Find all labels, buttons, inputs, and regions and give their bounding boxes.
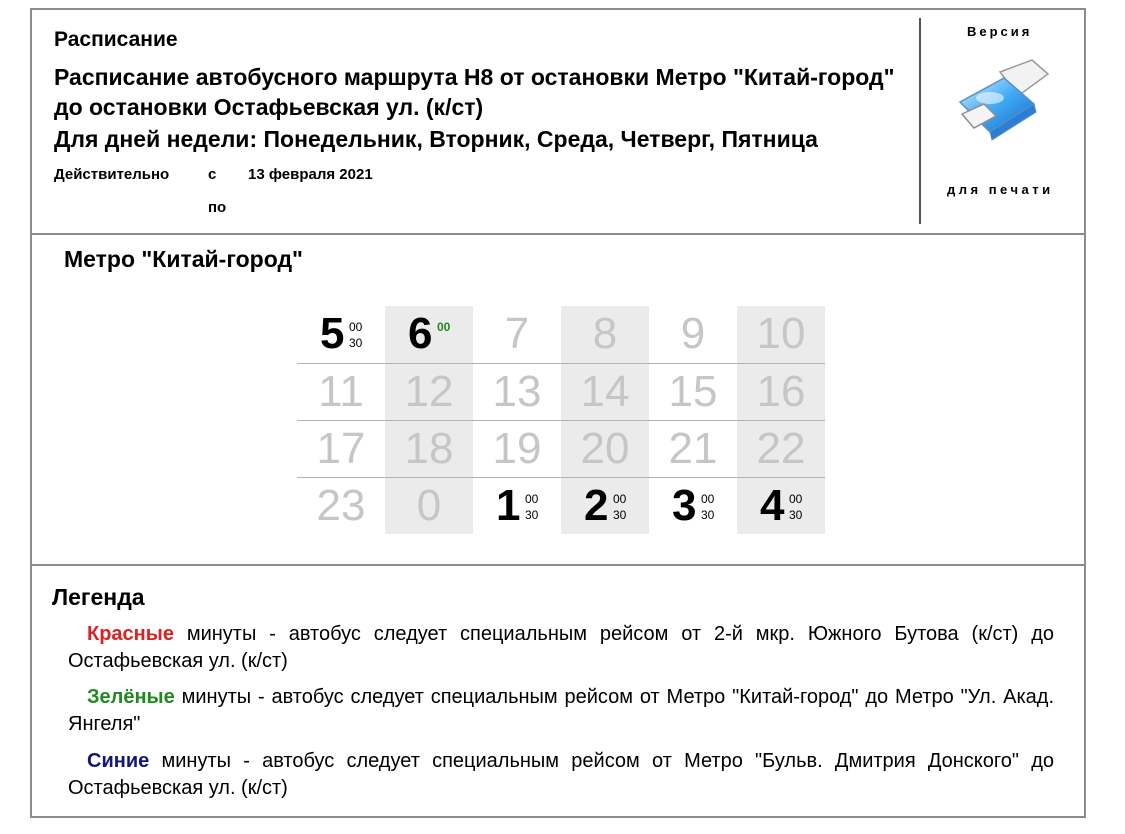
legend-title: Легенда <box>52 584 145 610</box>
valid-label: Действительно <box>54 166 170 183</box>
hour-label: 21 <box>668 424 718 473</box>
header-divider <box>32 233 1084 235</box>
hour-cell <box>561 420 649 477</box>
legend-item-blue <box>68 748 1054 802</box>
legend-text-red: минуты - автобус следует специальным рейсом от 2-й мкр. Южного Бутова (к/ст) до Остафьевская ул. (к/ст) <box>68 623 1054 672</box>
legend-keyword-green: Зелёные <box>87 686 175 708</box>
hour-label: 13 <box>492 367 542 416</box>
minutes-list <box>613 491 626 523</box>
hour-cell <box>561 306 649 363</box>
hour-label: 10 <box>756 309 806 358</box>
hour-label: 6 <box>408 309 433 358</box>
minute-value: 00 <box>437 320 451 334</box>
hour-label: 8 <box>592 309 618 358</box>
hour-label: 4 <box>760 481 785 530</box>
minutes-list <box>437 319 450 335</box>
schedule-frame <box>30 8 1086 818</box>
hour-label: 0 <box>416 481 442 530</box>
hour-cell <box>737 306 825 363</box>
header-separator <box>919 18 921 224</box>
minute-value: 30 <box>789 508 803 522</box>
minutes-list <box>525 491 538 523</box>
print-version-bottom[interactable]: для печати <box>947 182 1054 197</box>
minutes-list <box>701 491 714 523</box>
hour-cell <box>649 477 737 534</box>
hour-cell <box>385 306 473 363</box>
minute-value: 30 <box>701 508 715 522</box>
legend-text-green: минуты - автобус следует специальным рейсом от Метро "Китай-город" до Метро "Ул. Акад. Янгеля" <box>68 686 1054 735</box>
valid-to-word: по <box>208 199 227 216</box>
page-label: Расписание <box>54 28 178 51</box>
minute-value: 30 <box>349 336 363 350</box>
hour-cell <box>297 306 385 363</box>
printer-icon[interactable] <box>954 54 1058 142</box>
hour-cell <box>385 363 473 420</box>
hour-label: 20 <box>580 424 630 473</box>
valid-from-date: 13 февраля 2021 <box>248 166 373 183</box>
hour-label: 9 <box>680 309 706 358</box>
minutes-list <box>349 319 362 351</box>
hour-cell <box>473 420 561 477</box>
hour-label: 19 <box>492 424 542 473</box>
legend-keyword-red: Красные <box>87 623 174 645</box>
legend-divider <box>32 564 1084 566</box>
minute-value: 00 <box>349 320 363 334</box>
hour-label: 1 <box>496 481 521 530</box>
hour-label: 5 <box>320 309 345 358</box>
minute-value: 00 <box>789 492 803 506</box>
hour-label: 22 <box>756 424 806 473</box>
hour-label: 3 <box>672 481 697 530</box>
hour-cell <box>385 420 473 477</box>
minute-value: 30 <box>613 508 627 522</box>
hour-label: 23 <box>316 481 366 530</box>
valid-from-word: с <box>208 166 217 183</box>
hour-cell <box>649 306 737 363</box>
hour-label: 2 <box>584 481 609 530</box>
stop-title: Метро "Китай-город" <box>64 246 303 272</box>
hour-label: 18 <box>404 424 454 473</box>
minute-value: 30 <box>525 508 539 522</box>
hour-cell <box>473 306 561 363</box>
hour-label: 12 <box>404 367 454 416</box>
minute-value: 00 <box>525 492 539 506</box>
hour-cell <box>473 363 561 420</box>
hour-cell <box>561 477 649 534</box>
hour-cell <box>473 477 561 534</box>
hour-label: 17 <box>316 424 366 473</box>
weekdays-title: Для дней недели: Понедельник, Вторник, Среда, Четверг, Пятница <box>54 126 818 152</box>
hour-cell <box>297 363 385 420</box>
hour-cell <box>297 420 385 477</box>
hour-cell <box>737 420 825 477</box>
hour-cell <box>737 363 825 420</box>
legend-keyword-blue: Синие <box>87 750 150 772</box>
legend-text-blue: минуты - автобус следует специальным рейсом от Метро "Бульв. Дмитрия Донского" до Остафьевская ул. (к/ст) <box>68 750 1054 799</box>
hour-label: 11 <box>318 367 364 416</box>
hour-cell <box>561 363 649 420</box>
print-version-top[interactable]: Версия <box>967 24 1033 39</box>
timetable-grid <box>297 306 825 534</box>
hour-label: 7 <box>504 309 530 358</box>
minutes-list <box>789 491 802 523</box>
legend-item-green <box>68 684 1054 738</box>
hour-cell <box>737 477 825 534</box>
hour-cell <box>649 420 737 477</box>
hour-label: 15 <box>668 367 718 416</box>
minute-value: 00 <box>701 492 715 506</box>
hour-label: 16 <box>756 367 806 416</box>
route-title: Расписание автобусного маршрута Н8 от остановки Метро "Китай-город" до остановки Остафьевская ул. (к/ст) <box>54 64 895 120</box>
minute-value: 00 <box>613 492 627 506</box>
hour-label: 14 <box>580 367 630 416</box>
hour-cell <box>649 363 737 420</box>
hour-cell <box>297 477 385 534</box>
legend-item-red <box>68 621 1054 675</box>
hour-cell <box>385 477 473 534</box>
